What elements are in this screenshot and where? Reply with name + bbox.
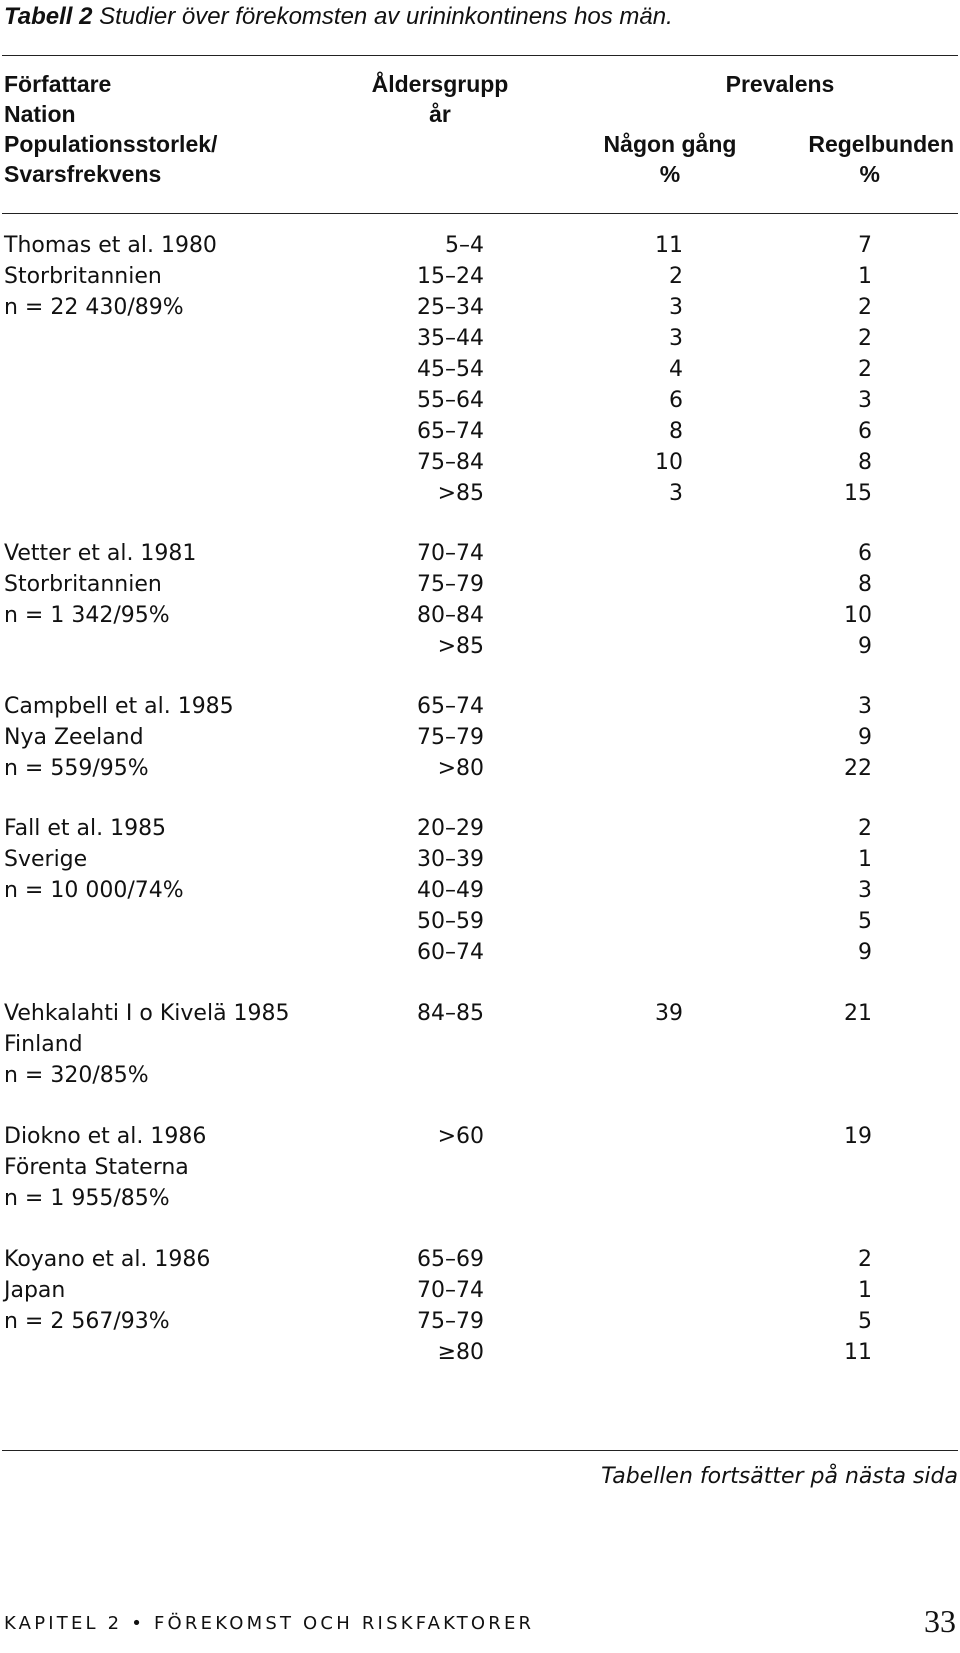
header-regular: Regelbunden	[808, 131, 954, 157]
study-nation: Förenta Staterna	[4, 1155, 189, 1180]
running-footer: KAPITEL 2 • FÖREKOMST OCH RISKFAKTORER	[4, 1613, 535, 1634]
study-author: Vehkalahti I o Kivelä 1985	[4, 1001, 290, 1026]
prevalence-ever-cell: 3	[669, 481, 683, 506]
prevalence-ever-cell: 2	[669, 264, 683, 289]
age-group-cell: 75–84	[417, 450, 484, 475]
study-author: Fall et al. 1985	[4, 816, 167, 841]
prevalence-regular-cell: 3	[858, 388, 872, 413]
prevalence-regular-cell: 19	[844, 1124, 872, 1149]
table-caption	[4, 2, 673, 32]
table-caption-text: Studier över förekomsten av urininkontinens hos män.	[99, 3, 673, 30]
age-group-cell: 65–74	[417, 694, 484, 719]
study-author: Koyano et al. 1986	[4, 1247, 211, 1272]
prevalence-ever-cell: 3	[669, 326, 683, 351]
study-author: Campbell et al. 1985	[4, 694, 234, 719]
age-group-cell: 65–74	[417, 419, 484, 444]
header-rule	[2, 213, 958, 214]
header-nation: Nation	[4, 101, 76, 127]
top-rule	[2, 55, 958, 56]
age-group-cell: 70–74	[417, 541, 484, 566]
age-group-cell: 45–54	[417, 357, 484, 382]
header-age-group: Åldersgrupp	[371, 71, 509, 97]
prevalence-regular-cell: 21	[844, 1001, 872, 1026]
prevalence-regular-cell: 9	[858, 634, 872, 659]
prevalence-regular-cell: 9	[858, 725, 872, 750]
prevalence-regular-cell: 2	[858, 326, 872, 351]
header-prevalence: Prevalens	[725, 71, 835, 97]
prevalence-regular-cell: 1	[858, 1278, 872, 1303]
age-group-cell: 35–44	[417, 326, 484, 351]
header-ever: Någon gång	[603, 131, 737, 157]
age-group-cell: 20–29	[417, 816, 484, 841]
bottom-rule	[2, 1450, 958, 1451]
prevalence-ever-cell: 10	[655, 450, 683, 475]
header-response-rate: Svarsfrekvens	[4, 161, 162, 187]
study-population: n = 320/85%	[4, 1063, 149, 1088]
age-group-cell: 50–59	[417, 909, 484, 934]
header-author: Författare	[4, 71, 112, 97]
age-group-cell: 80–84	[417, 603, 484, 628]
age-group-cell: ≥80	[437, 1340, 484, 1365]
study-population: n = 10 000/74%	[4, 878, 184, 903]
age-group-cell: 40–49	[417, 878, 484, 903]
prevalence-regular-cell: 22	[844, 756, 872, 781]
header-age-unit: år	[429, 101, 451, 127]
study-nation: Storbritannien	[4, 572, 162, 597]
prevalence-ever-cell: 8	[669, 419, 683, 444]
age-group-cell: >80	[437, 756, 484, 781]
age-group-cell: >60	[437, 1124, 484, 1149]
age-group-cell: 25–34	[417, 295, 484, 320]
study-population: n = 22 430/89%	[4, 295, 184, 320]
prevalence-regular-cell: 8	[858, 572, 872, 597]
age-group-cell: 65–69	[417, 1247, 484, 1272]
prevalence-regular-cell: 5	[858, 909, 872, 934]
prevalence-ever-cell: 6	[669, 388, 683, 413]
prevalence-regular-cell: 3	[858, 878, 872, 903]
study-population: n = 1 955/85%	[4, 1186, 170, 1211]
study-author: Thomas et al. 1980	[4, 233, 217, 258]
prevalence-regular-cell: 2	[858, 816, 872, 841]
prevalence-regular-cell: 2	[858, 1247, 872, 1272]
age-group-cell: 60–74	[417, 940, 484, 965]
header-regular-unit: %	[859, 161, 880, 187]
study-author: Vetter et al. 1981	[4, 541, 197, 566]
study-nation: Storbritannien	[4, 264, 162, 289]
prevalence-ever-cell: 11	[655, 233, 683, 258]
age-group-cell: >85	[437, 634, 484, 659]
age-group-cell: 84–85	[417, 1001, 484, 1026]
prevalence-regular-cell: 15	[844, 481, 872, 506]
prevalence-ever-cell: 39	[655, 1001, 683, 1026]
prevalence-regular-cell: 3	[858, 694, 872, 719]
age-group-cell: 75–79	[417, 725, 484, 750]
study-nation: Nya Zeeland	[4, 725, 144, 750]
study-nation: Finland	[4, 1032, 83, 1057]
table-caption-label: Tabell 2	[4, 3, 93, 30]
study-population: n = 559/95%	[4, 756, 149, 781]
study-author: Diokno et al. 1986	[4, 1124, 207, 1149]
continuation-note: Tabellen fortsätter på nästa sida	[601, 1464, 958, 1489]
study-nation: Sverige	[4, 847, 88, 872]
age-group-cell: 70–74	[417, 1278, 484, 1303]
age-group-cell: 75–79	[417, 572, 484, 597]
study-population: n = 2 567/93%	[4, 1309, 170, 1334]
prevalence-ever-cell: 3	[669, 295, 683, 320]
prevalence-regular-cell: 1	[858, 847, 872, 872]
study-nation: Japan	[4, 1278, 66, 1303]
prevalence-regular-cell: 8	[858, 450, 872, 475]
page-number: 33	[924, 1603, 956, 1639]
age-group-cell: 75–79	[417, 1309, 484, 1334]
prevalence-regular-cell: 9	[858, 940, 872, 965]
prevalence-regular-cell: 6	[858, 419, 872, 444]
prevalence-regular-cell: 7	[858, 233, 872, 258]
age-group-cell: 5–4	[445, 233, 484, 258]
prevalence-regular-cell: 10	[844, 603, 872, 628]
study-population: n = 1 342/95%	[4, 603, 170, 628]
prevalence-regular-cell: 1	[858, 264, 872, 289]
age-group-cell: >85	[437, 481, 484, 506]
header-population: Populationsstorlek/	[4, 131, 218, 157]
prevalence-regular-cell: 11	[844, 1340, 872, 1365]
age-group-cell: 55–64	[417, 388, 484, 413]
prevalence-regular-cell: 2	[858, 295, 872, 320]
age-group-cell: 30–39	[417, 847, 484, 872]
prevalence-regular-cell: 6	[858, 541, 872, 566]
header-ever-unit: %	[659, 161, 681, 187]
prevalence-regular-cell: 5	[858, 1309, 872, 1334]
age-group-cell: 15–24	[417, 264, 484, 289]
prevalence-ever-cell: 4	[669, 357, 683, 382]
prevalence-regular-cell: 2	[858, 357, 872, 382]
